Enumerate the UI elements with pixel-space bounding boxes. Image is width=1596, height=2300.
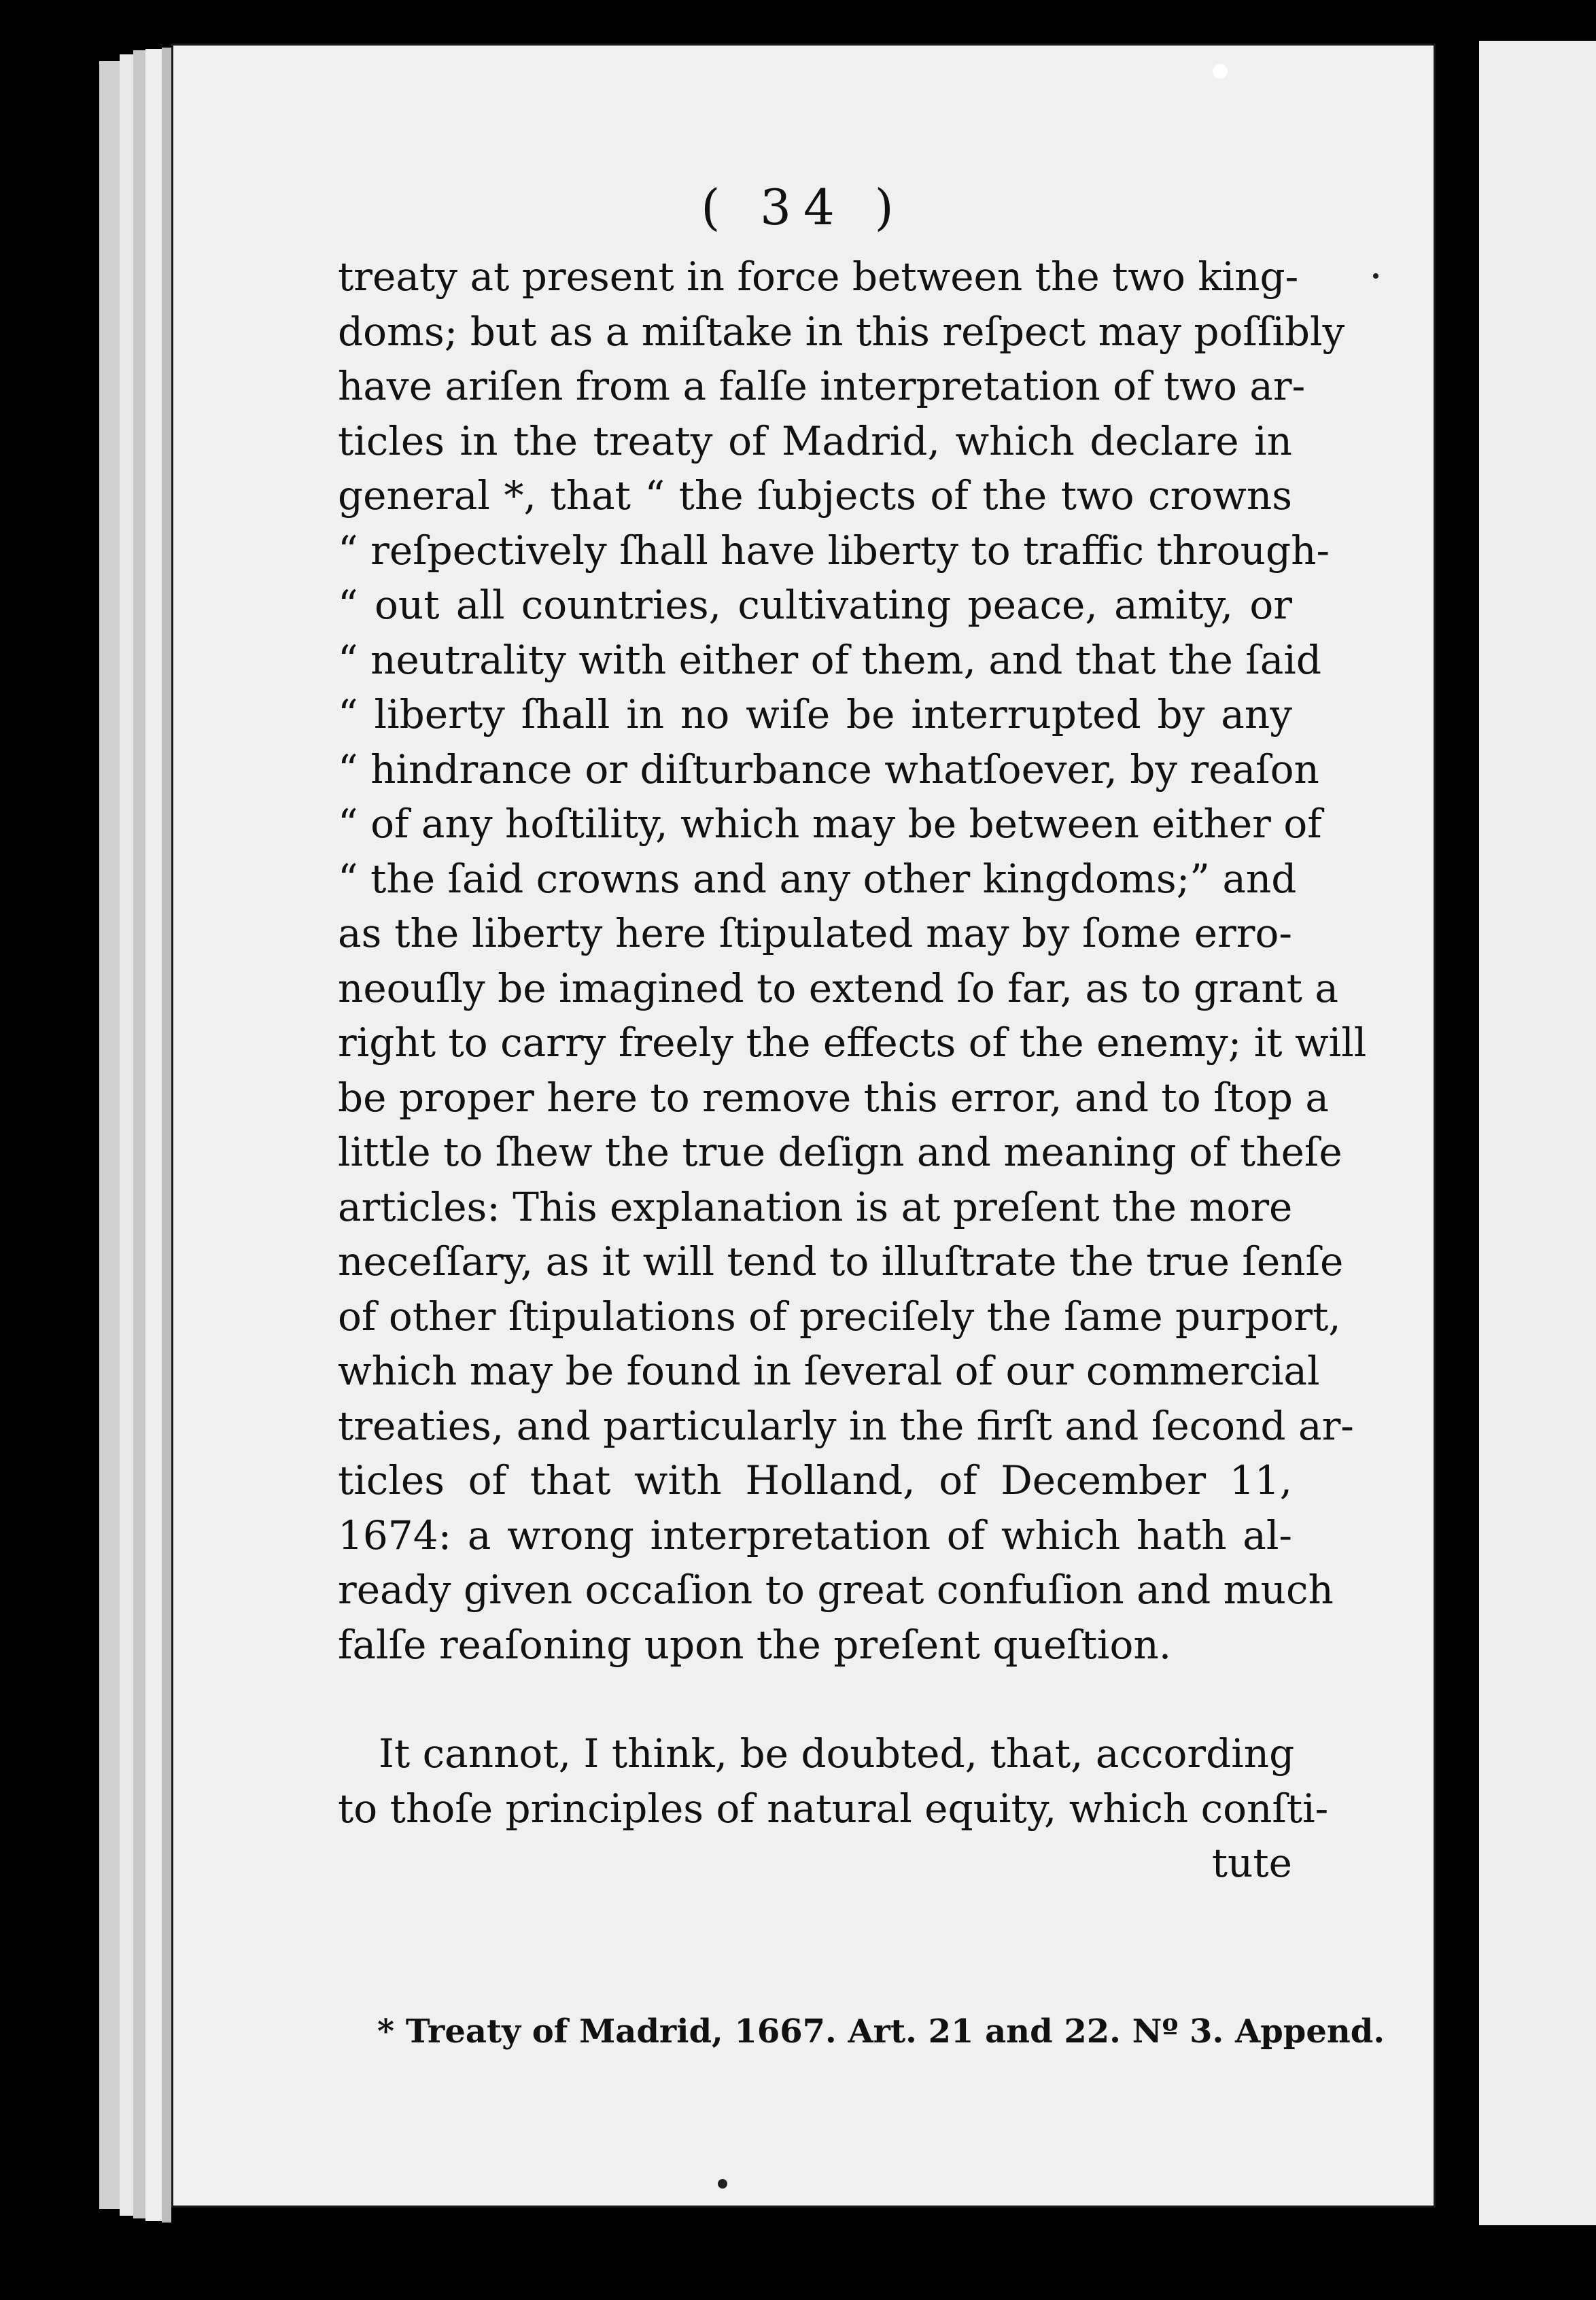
- text-line: “ hindrance or diſturbance whatſoever, by reaſon: [338, 746, 1319, 792]
- page-edge: [145, 49, 162, 2221]
- footnote: * Treaty of Madrid, 1667. Art. 21 and 22. Nº 3. Append.: [377, 2012, 1385, 2051]
- page-edge: [162, 48, 171, 2223]
- scan-speck: [1373, 273, 1378, 279]
- text-line: “ liberty ſhall in no wiſe be interrupted by any: [338, 691, 1292, 737]
- text-line: ready given occaſion to great confuſion and much: [338, 1567, 1334, 1613]
- body-text: [338, 249, 1367, 1891]
- text-line: right to carry freely the effects of the enemy; it will: [338, 1020, 1367, 1066]
- text-line: “ out all countries, cultivating peace, amity, or: [338, 582, 1292, 628]
- text-line: ticles in the treaty of Madrid, which declare in: [338, 417, 1292, 464]
- page-edge: [120, 54, 133, 2216]
- text-line: It cannot, I think, be doubted, that, according: [379, 1730, 1295, 1777]
- text-line: doms; but as a miſtake in this reſpect may poſſibly: [338, 308, 1345, 355]
- text-line: “ the ſaid crowns and any other kingdoms;” and: [338, 855, 1297, 902]
- text-line: “ reſpectively ſhall have liberty to traffic through-: [338, 527, 1330, 574]
- text-line: falſe reaſoning upon the preſent queſtion.: [338, 1621, 1172, 1668]
- text-line: little to ſhew the true deſign and meaning of theſe: [338, 1129, 1342, 1175]
- text-line: general *, that “ the ſubjects of the two crowns: [338, 472, 1292, 519]
- text-line: 1674: a wrong interpretation of which hath al-: [338, 1512, 1292, 1558]
- text-line: treaty at present in force between the two king-: [338, 254, 1299, 300]
- page-edge: [133, 50, 145, 2218]
- text-line: be proper here to remove this error, and to ſtop a: [338, 1074, 1329, 1121]
- text-line: of other ſtipulations of preciſely the ſame purport,: [338, 1293, 1341, 1340]
- text-line: as the liberty here ſtipulated may by ſome erro-: [338, 910, 1292, 956]
- scan-speck: [718, 2179, 727, 2189]
- text-line: have ariſen from a falſe interpretation of two ar-: [338, 363, 1306, 409]
- facing-page: [1479, 41, 1596, 2225]
- text-line: which may be found in ſeveral of our commercial: [338, 1348, 1320, 1394]
- page-edge: [99, 61, 120, 2209]
- text-line: “ neutrality with either of them, and that the ſaid: [338, 636, 1321, 683]
- text-line: to thoſe principles of natural equity, which conſti-: [338, 1785, 1329, 1832]
- book-page: [171, 43, 1436, 2208]
- text-line: articles: This explanation is at preſent the more: [338, 1183, 1293, 1230]
- text-line: neceſſary, as it will tend to illuſtrate the true ſenſe: [338, 1238, 1344, 1285]
- text-line: neouſly be imagined to extend ſo far, as to grant a: [338, 964, 1339, 1011]
- paragraph-gap: [338, 1672, 1292, 1726]
- text-line: ticles of that with Holland, of December 11,: [338, 1457, 1292, 1503]
- text-line: “ of any hoſtility, which may be between either of: [338, 801, 1322, 847]
- catchword: tute: [1211, 1840, 1292, 1886]
- scan-speck: [1213, 64, 1228, 79]
- page-number: ( 34 ): [701, 179, 906, 236]
- text-line: treaties, and particularly in the firſt and ſecond ar-: [338, 1402, 1354, 1449]
